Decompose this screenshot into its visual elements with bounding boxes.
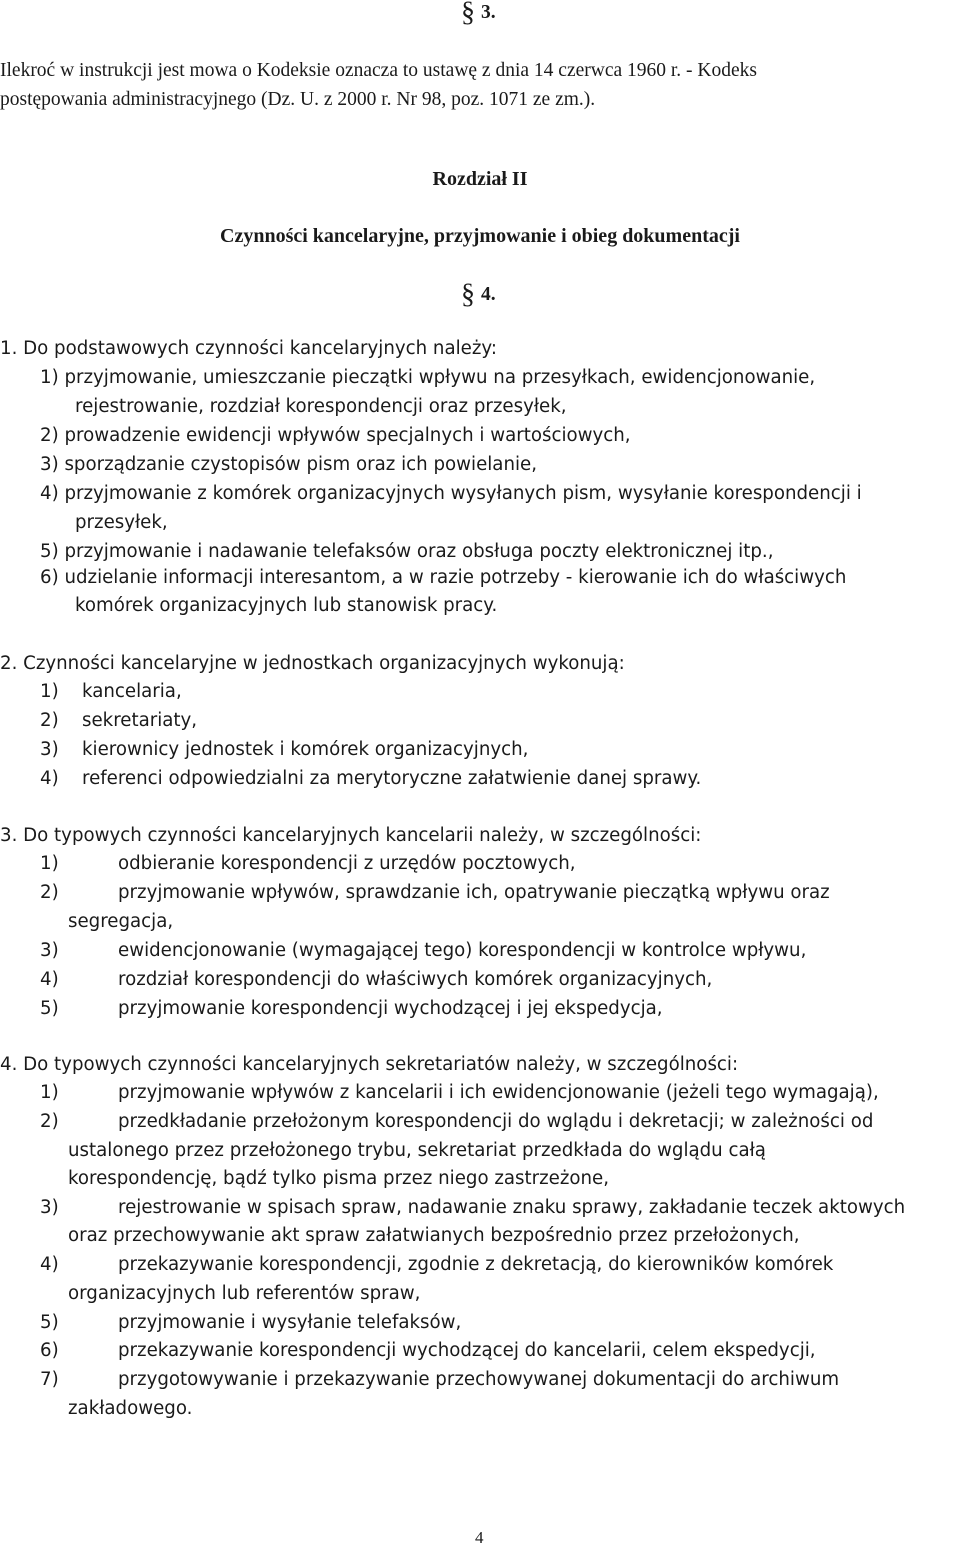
section-3-heading [461, 0, 496, 28]
paragraph-3-head: 3. Do typowych czynności kancelaryjnych kancelarii należy, w szczególności: [0, 825, 702, 846]
list-item-continuation: segregacja, [68, 911, 174, 932]
item-number: 3) [40, 940, 59, 961]
chapter-subtitle: Czynności kancelaryjne, przyjmowanie i obieg dokumentacji [220, 225, 740, 247]
chapter-title: Rozdział II [432, 168, 528, 190]
list-item [40, 995, 663, 1023]
list-item [40, 879, 830, 907]
item-text: rejestrowanie w spisach spraw, nadawanie znaku sprawy, zakładanie teczek aktowych [118, 1197, 906, 1218]
item-text: kancelaria, [82, 681, 182, 702]
item-number: 5) [40, 998, 59, 1019]
item-number: 1) [40, 1082, 59, 1103]
item-text: ewidencjonowanie (wymagającej tego) korespondencji w kontrolce wpływu, [118, 940, 807, 961]
item-text: przekazywanie korespondencji wychodzącej do kancelarii, celem ekspedycji, [118, 1340, 816, 1361]
paragraph-1-head: 1. Do podstawowych czynności kancelaryjnych należy: [0, 338, 497, 359]
item-text: kierownicy jednostek i komórek organizacyjnych, [82, 739, 529, 760]
item-text: odbieranie korespondencji z urzędów pocztowych, [118, 853, 576, 874]
paragraph-2-head: 2. Czynności kancelaryjne w jednostkach organizacyjnych wykonują: [0, 653, 625, 674]
list-item-continuation: oraz przechowywanie akt spraw załatwianych bezpośrednio przez przełożonych, [68, 1225, 800, 1246]
item-number: 6) [40, 1340, 59, 1361]
item-number: 1) [40, 681, 59, 702]
item-number: 2) [40, 882, 59, 903]
item-text: referenci odpowiedzialni za merytoryczne załatwienie danej sprawy. [82, 768, 702, 789]
item-text: przedkładanie przełożonym korespondencji do wglądu i dekretacji; w zależności od [118, 1111, 874, 1132]
item-number: 2) [40, 710, 59, 731]
section-3-line-2: postępowania administracyjnego (Dz. U. z 2000 r. Nr 98, poz. 1071 ze zm.). [0, 89, 596, 110]
item-number: 3) [40, 739, 59, 760]
item-number: 4) [40, 969, 59, 990]
section-sign: § [461, 279, 475, 310]
list-item [40, 1108, 874, 1136]
paragraph-1-line: 1) przyjmowanie, umieszczanie pieczątki wpływu na przesyłkach, ewidencjonowanie, [40, 367, 816, 388]
item-number: 1) [40, 853, 59, 874]
paragraph-1-line: 4) przyjmowanie z komórek organizacyjnych wysyłanych pism, wysyłanie korespondencji i [40, 483, 862, 504]
list-item [40, 850, 576, 878]
list-item [40, 707, 198, 735]
list-item [40, 1309, 462, 1337]
list-item [40, 678, 182, 706]
section-4-heading [461, 279, 496, 310]
item-text: przyjmowanie i wysyłanie telefaksów, [118, 1312, 462, 1333]
item-text: przekazywanie korespondencji, zgodnie z dekretacją, do kierowników komórek [118, 1254, 834, 1275]
item-number: 2) [40, 1111, 59, 1132]
item-number: 4) [40, 1254, 59, 1275]
list-item [40, 1366, 840, 1394]
paragraph-1-line: 5) przyjmowanie i nadawanie telefaksów oraz obsługa poczty elektronicznej itp., [40, 541, 774, 562]
item-number: 7) [40, 1369, 59, 1390]
paragraph-1-line: rejestrowanie, rozdział korespondencji oraz przesyłek, [75, 396, 567, 417]
list-item [40, 966, 713, 994]
paragraph-1-line: 6) udzielanie informacji interesantom, a w razie potrzeby - kierowanie ich do właściwych [40, 567, 847, 588]
list-item [40, 1251, 834, 1279]
paragraph-1-line: przesyłek, [75, 512, 168, 533]
list-item-continuation: organizacyjnych lub referentów spraw, [68, 1283, 421, 1304]
list-item [40, 1337, 816, 1365]
list-item [40, 937, 807, 965]
item-text: rozdział korespondencji do właściwych komórek organizacyjnych, [118, 969, 713, 990]
list-item [40, 1194, 906, 1222]
item-number: 5) [40, 1312, 59, 1333]
list-item [40, 1079, 879, 1107]
item-number: 4) [40, 768, 59, 789]
list-item [40, 765, 702, 793]
paragraph-1-line: 2) prowadzenie ewidencji wpływów specjalnych i wartościowych, [40, 425, 631, 446]
list-item [40, 736, 529, 764]
section-3-line-1: Ilekroć w instrukcji jest mowa o Kodeksie oznacza to ustawę z dnia 14 czerwca 1960 r. - Kodeks [0, 60, 757, 81]
item-text: przyjmowanie wpływów z kancelarii i ich ewidencjonowanie (jeżeli tego wymagają), [118, 1082, 879, 1103]
list-item-continuation: zakładowego. [68, 1398, 193, 1419]
paragraph-1-line: 3) sporządzanie czystopisów pism oraz ich powielanie, [40, 454, 538, 475]
section-4-number: 4. [481, 284, 496, 305]
section-3-number: 3. [481, 2, 496, 23]
list-item-continuation: ustalonego przez przełożonego trybu, sekretariat przedkłada do wglądu całą [68, 1140, 766, 1161]
list-item-continuation: korespondencję, bądź tylko pisma przez niego zastrzeżone, [68, 1168, 610, 1189]
section-sign: § [461, 0, 475, 28]
item-text: przygotowywanie i przekazywanie przechowywanej dokumentacji do archiwum [118, 1369, 840, 1390]
paragraph-4-head: 4. Do typowych czynności kancelaryjnych sekretariatów należy, w szczególności: [0, 1054, 739, 1075]
item-text: przyjmowanie wpływów, sprawdzanie ich, opatrywanie pieczątką wpływu oraz [118, 882, 830, 903]
item-text: przyjmowanie korespondencji wychodzącej i jej ekspedycja, [118, 998, 663, 1019]
item-text: sekretariaty, [82, 710, 198, 731]
paragraph-1-line: komórek organizacyjnych lub stanowisk pracy. [75, 595, 498, 616]
page-number: 4 [475, 1528, 484, 1547]
item-number: 3) [40, 1197, 59, 1218]
